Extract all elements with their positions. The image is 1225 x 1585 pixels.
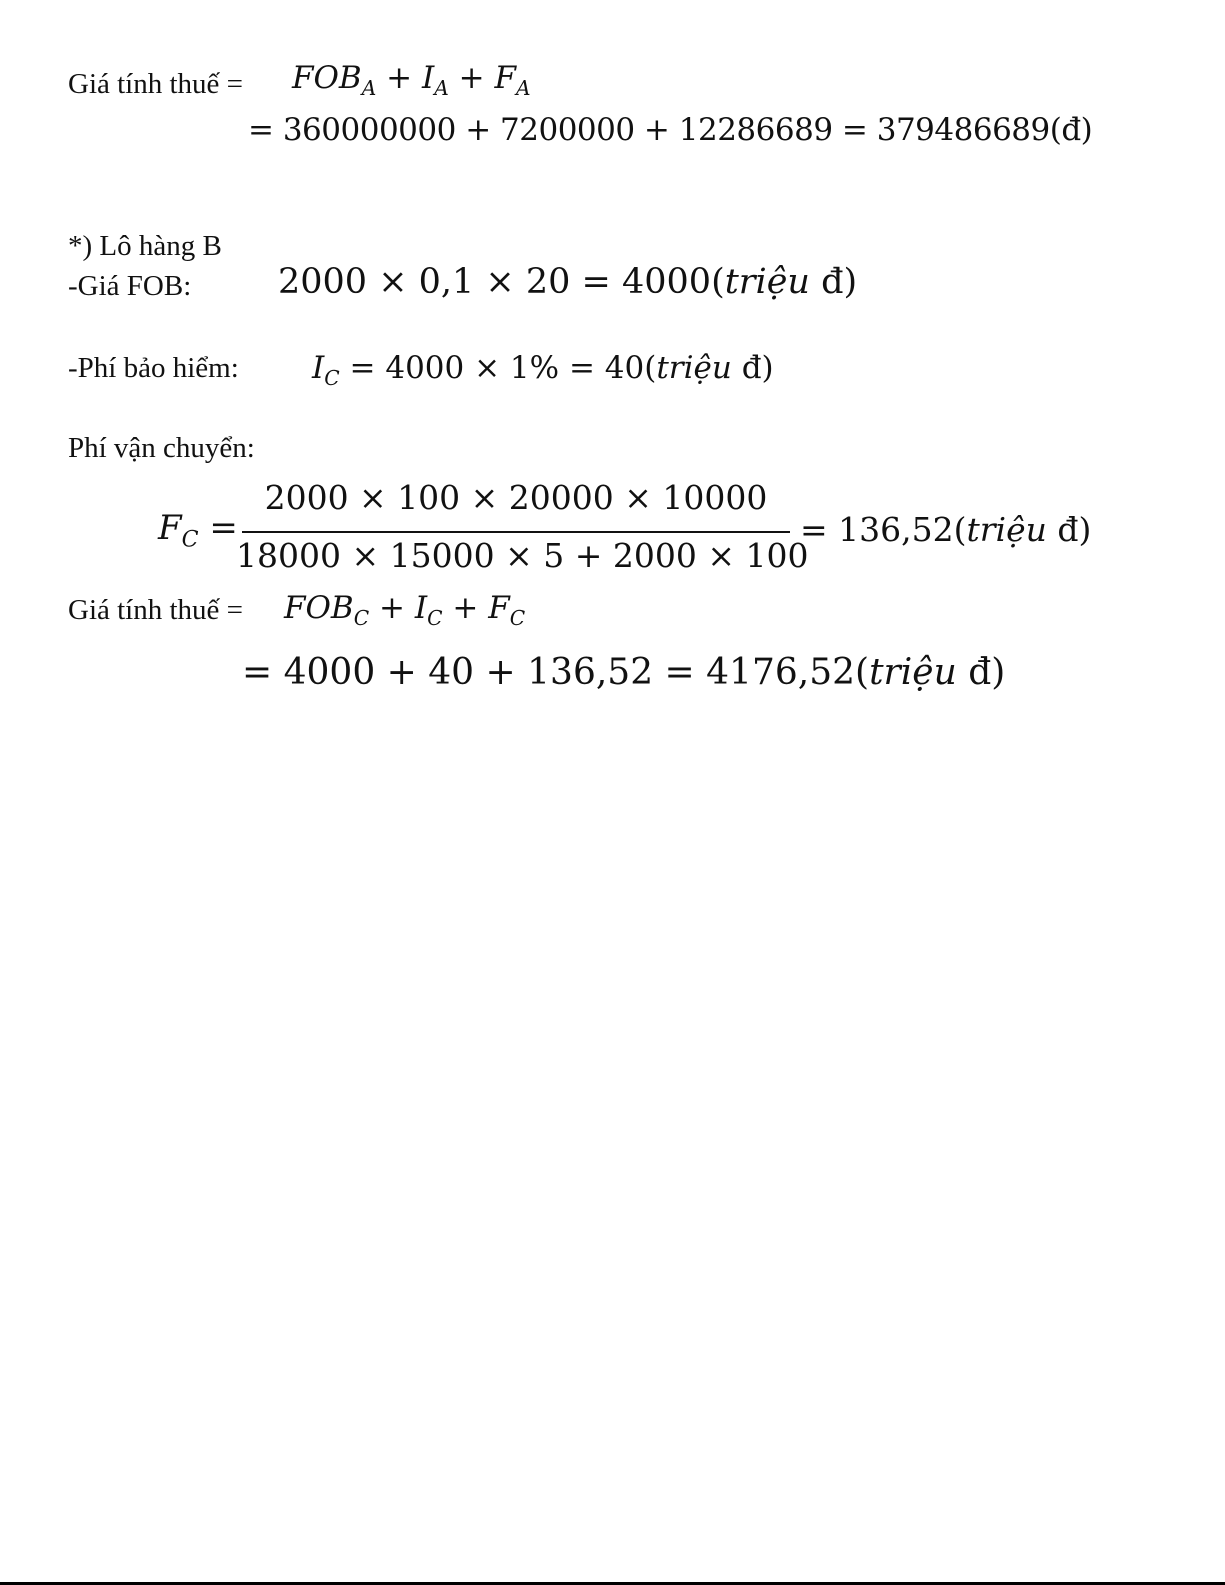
freight-label: Phí vận chuyển: — [68, 432, 255, 464]
insurance-expression: $I_C = 4000 \times 1\%$ = 40(triệu đ) — [312, 350, 774, 391]
freight-denominator: 18000 × 15000 × 5 + 2000 × 100 — [236, 536, 809, 575]
tax-value-formula-b: $FOB_C + I_C + F_C$ — [284, 590, 526, 631]
freight-symbol: $F_C$ = — [158, 508, 238, 553]
lot-b-heading: *) Lô hàng B — [68, 230, 222, 262]
fraction-bar — [242, 531, 790, 533]
fob-label: -Giá FOB: — [68, 270, 192, 302]
freight-result: = 136,52(triệu đ) — [800, 510, 1092, 549]
insurance-label: -Phí bảo hiểm: — [68, 352, 239, 384]
tax-value-label-b: Giá tính thuế = — [68, 594, 244, 626]
tax-value-result-b: = 4000 + 40 + 136,52 = 4176,52(triệu đ) — [242, 652, 1006, 693]
tax-value-result-a: = 360000000 + 7200000 + 12286689 = 379486689(đ) — [248, 112, 1093, 148]
freight-numerator: 2000 × 100 × 20000 × 10000 — [264, 478, 768, 517]
fob-symbol: FOB — [292, 60, 362, 96]
fob-expression: 2000 × 0,1 × 20 = 4000(triệu đ) — [278, 262, 858, 302]
tax-value-formula-a: $FOB_A + I_A + F_A$ — [292, 60, 531, 101]
tax-value-label-a: Giá tính thuế = — [68, 68, 244, 100]
